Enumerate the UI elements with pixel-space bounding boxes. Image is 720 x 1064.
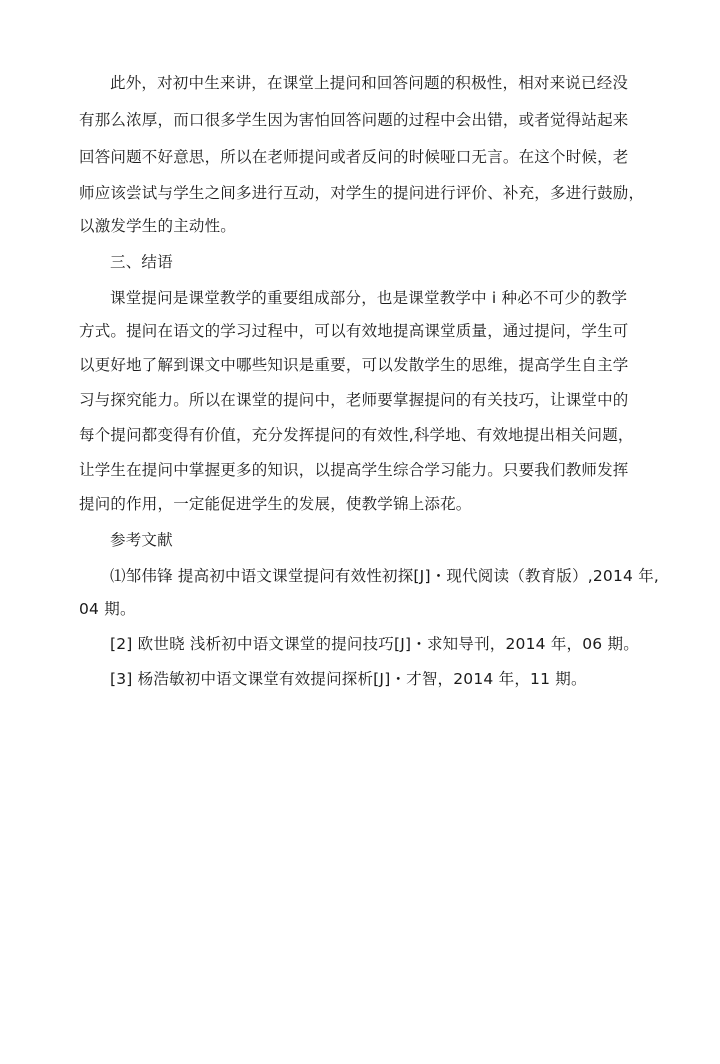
paragraph-2-line-6: 让学生在提问中掌握更多的知识，以提高学生综合学习能力。只要我们教师发挥 bbox=[79, 461, 629, 479]
paragraph-2-line-1: 课堂提问是课堂教学的重要组成部分，也是课堂教学中 i 种必不可少的教学 bbox=[110, 289, 628, 307]
paragraph-1-line-3: 回答问题不好意思，所以在老师提问或者反问的时候哑口无言。在这个时候，老 bbox=[79, 148, 629, 166]
paragraph-2-line-3: 以更好地了解到课文中哪些知识是重要，可以发散学生的思维，提高学生自主学 bbox=[79, 356, 629, 374]
reference-1-line-2: 04 期。 bbox=[79, 600, 136, 618]
paragraph-2-line-2: 方式。提问在语文的学习过程中，可以有效地提高课堂质量，通过提问，学生可 bbox=[79, 322, 629, 340]
paragraph-1-line-5: 以激发学生的主动性。 bbox=[79, 217, 237, 235]
paragraph-2-line-7: 提问的作用，一定能促进学生的发展，使教学锦上添花。 bbox=[79, 495, 472, 513]
reference-3: [3] 杨浩敏初中语文课堂有效提问探析[J]・才智，2014 年，11 期。 bbox=[110, 670, 587, 688]
section-heading-conclusion: 三、结语 bbox=[110, 253, 173, 271]
reference-2: [2] 欧世晓 浅析初中语文课堂的提问技巧[J]・求知导刊，2014 年，06 期。 bbox=[110, 635, 639, 653]
paragraph-1-line-1: 此外，对初中生来讲，在课堂上提问和回答问题的积极性，相对来说已经没 bbox=[110, 74, 629, 92]
paragraph-1-line-4: 师应该尝试与学生之间多进行互动，对学生的提问进行评价、补充，多进行鼓励， bbox=[79, 184, 645, 202]
paragraph-2-line-4: 习与探究能力。所以在课堂的提问中，老师要掌握提问的有关技巧，让课堂中的 bbox=[79, 391, 629, 409]
paragraph-1-line-2: 有那么浓厚，而口很多学生因为害怕回答问题的过程中会出错，或者觉得站起来 bbox=[79, 111, 629, 129]
references-heading: 参考文献 bbox=[110, 531, 173, 549]
reference-1-line-1: ⑴邹伟锋 提高初中语文课堂提问有效性初探[J]・现代阅读（教育版）,2014 年, bbox=[110, 567, 660, 585]
paragraph-2-line-5: 每个提问都变得有价值，充分发挥提问的有效性,科学地、有效地提出相关问题， bbox=[79, 426, 634, 444]
